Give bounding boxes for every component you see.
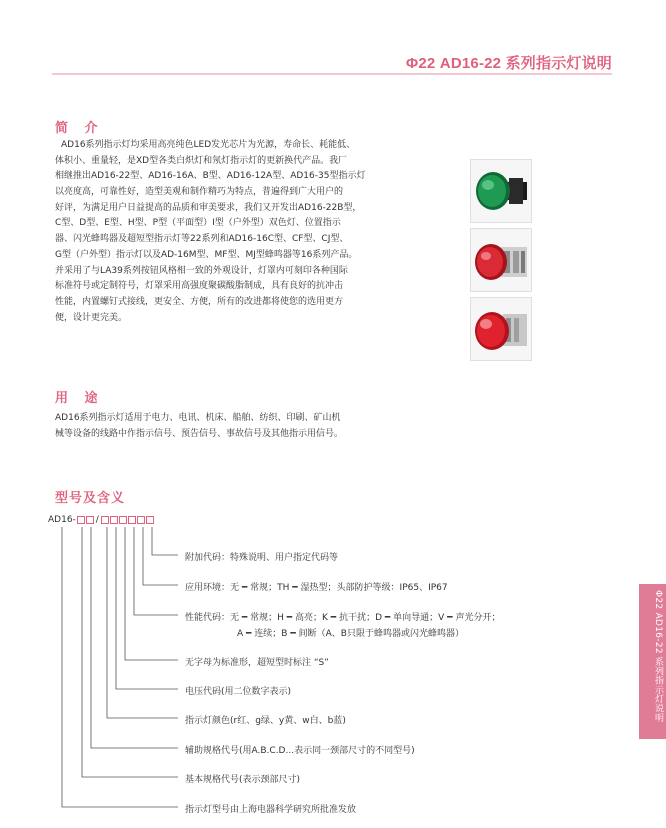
intro-line: 以亮度高，可靠性好，造型美观和制作精巧为特点，普遍得到广大用户的 xyxy=(55,187,344,198)
label-voltage: 电压代码(用二位数字表示) xyxy=(185,687,292,697)
label-performance: 性能代码：无 ━ 常规；H ━ 高亮；K ━ 抗干扰；D ━ 单向导通；V ━ 声光分开； xyxy=(185,613,501,623)
model-prefix: AD16- xyxy=(48,515,76,525)
intro-line: 好评，为满足用户日益提高的品质和审美要求，我们又开发出AD16-22B型， xyxy=(55,202,362,213)
intro-line: 器、闪光蜂鸣器及超短型指示灯等22系列和AD16-16C型、CF型、CJ型、 xyxy=(55,234,349,245)
intro-line: 标准符号或定制符号，灯罩采用高强度聚碳酸脂制成，具有良好的抗冲击 xyxy=(55,281,344,292)
usage-line: AD16系列指示灯适用于电力、电讯、机床、船舶、纺织、印刷、矿山机 xyxy=(55,413,341,423)
label-color: 指示灯颜色(r红、g绿、y黄、w白、b蓝) xyxy=(185,716,346,726)
intro-line: 便，设计更完美。 xyxy=(55,312,128,323)
label-environment: 应用环境：无 ━ 常规；TH ━ 湿热型；头部防护等级：IP65、IP67 xyxy=(185,583,448,593)
page-title: Φ22 AD16-22 系列指示灯说明 xyxy=(405,55,612,72)
intro-line: AD16系列指示灯均采用高亮纯色LED发光芯片为光源，寿命长、耗能低、 xyxy=(61,140,356,150)
label-basic-spec: 基本规格代号(表示颈部尺寸) xyxy=(185,775,301,785)
usage-heading: 用 途 xyxy=(55,391,104,406)
intro-heading: 简 介 xyxy=(55,121,104,136)
label-form: 无字母为标准形，超短型时标注 “S” xyxy=(185,658,329,668)
intro-line: 体积小、重量轻，是XD型各类白炽灯和氖灯指示灯的更新换代产品。我厂 xyxy=(55,155,348,166)
label-additional-code: 附加代码：特殊说明、用户指定代码等 xyxy=(185,553,339,563)
intro-line: 性能，内置螺钉式接线，更安全、方便，所有的改进都将使您的选用更方 xyxy=(55,296,344,307)
label-model-approval: 指示灯型号由上海电器科学研究所批准发放 xyxy=(185,805,357,815)
intro-line: C型、D型、E型、H型、P型（平面型）I型（户外型）双色灯、位置指示 xyxy=(55,218,341,229)
label-aux-spec: 辅助规格代号(用A.B.C.D...表示同一颈部尺寸的不同型号) xyxy=(185,746,415,756)
usage-line: 械等设备的线路中作指示信号、预告信号、事故信号及其他指示用信号。 xyxy=(55,428,344,439)
intro-line: 相继推出AD16-22型、AD16-16A、B型、AD16-12A型、AD16-35型指示灯 xyxy=(55,171,366,182)
side-tab-text: Φ22 AD16-22 系列指示灯说明 xyxy=(653,590,663,723)
code-slash: / xyxy=(95,515,99,525)
intro-line: G型（户外型）指示灯以及AD-16M型、MF型、MJ型蜂鸣器等16系列产品。 xyxy=(55,249,358,260)
intro-line: 并采用了与LA39系列按钮风格相一致的外观设计，灯罩内可刻印各种国际 xyxy=(55,265,348,276)
label-performance-cont: A ━ 连续；B ━ 间断（A、B只限于蜂鸣器或闪光蜂鸣器） xyxy=(237,629,464,639)
side-tab xyxy=(639,584,666,739)
model-heading: 型号及含义 xyxy=(55,491,126,506)
